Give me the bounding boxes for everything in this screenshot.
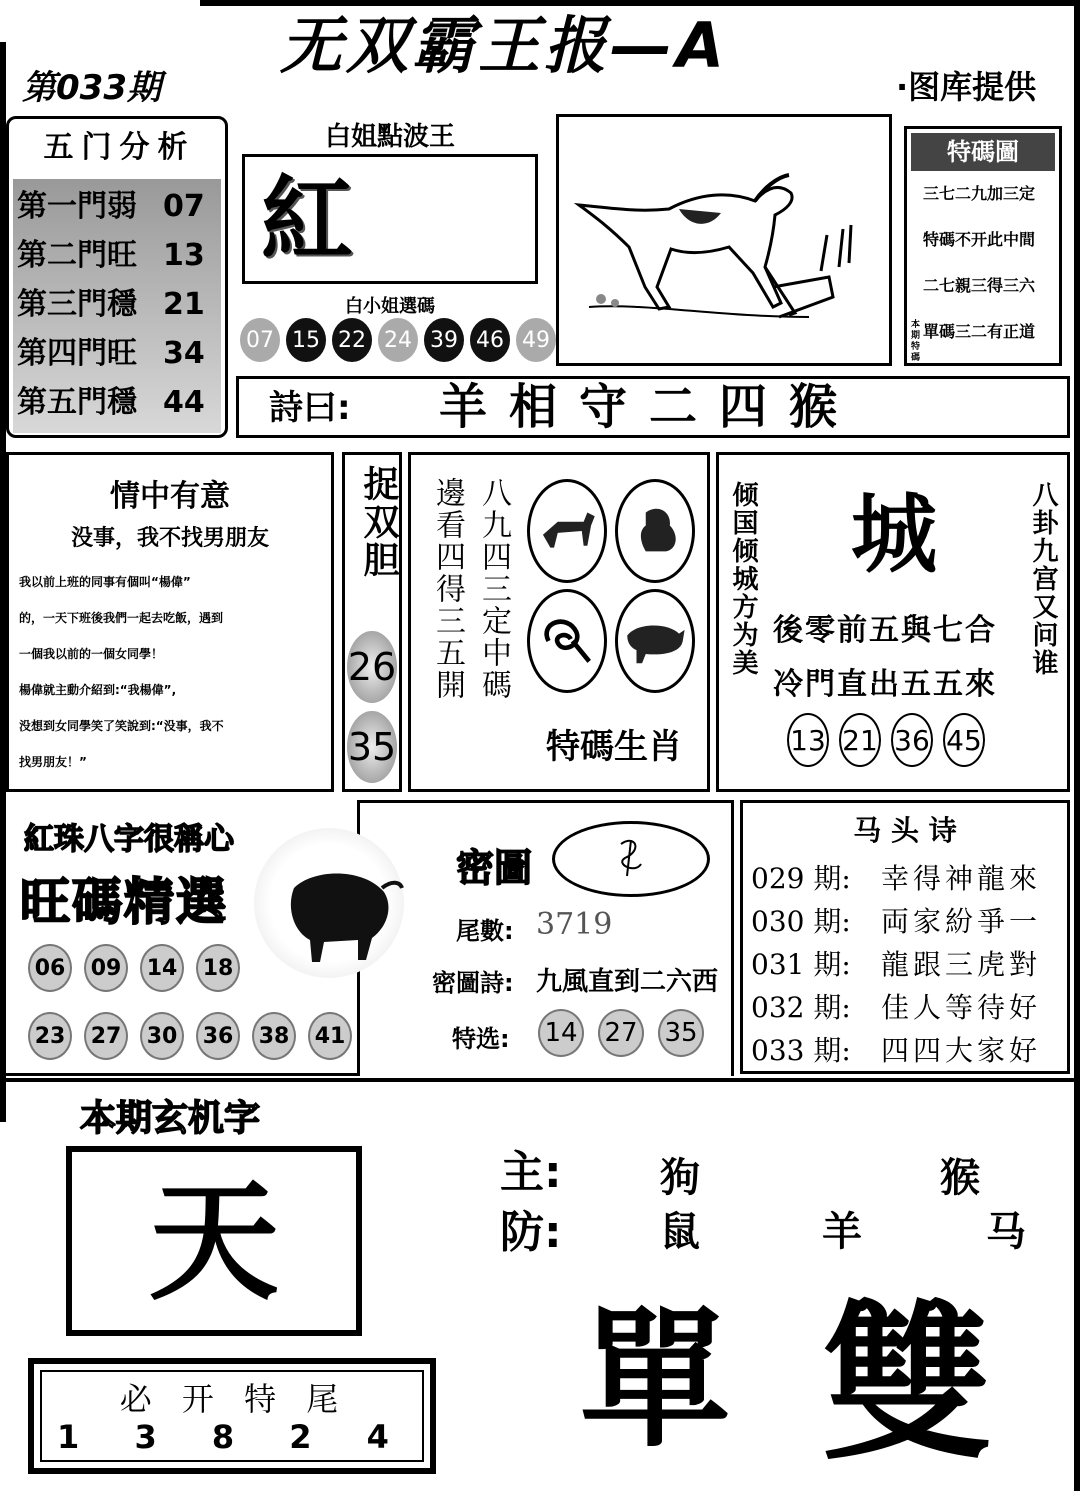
story-line: 我以前上班的同事有個叫“楊偉” xyxy=(19,575,191,589)
secret-poem-value: 九風直到二六西 xyxy=(536,967,719,997)
wave-ball: 49 xyxy=(516,318,556,362)
story-subtitle: 没事，我不找男朋友 xyxy=(70,526,269,551)
special-code-line: 特碼不开此中間 xyxy=(923,230,1036,249)
five-gates-list xyxy=(13,179,221,433)
guard-item: 鼠 xyxy=(660,1209,700,1255)
gate-value: 07 xyxy=(163,189,205,224)
zodiac-panel xyxy=(408,452,710,792)
zodiac-caption: 特碼生肖 xyxy=(546,727,682,767)
wave-ball: 39 xyxy=(424,318,464,362)
story-line: 没想到女同學笑了笑說到:“没事，我不 xyxy=(19,719,224,733)
snake-icon xyxy=(530,592,604,690)
red-pearl-title: 紅珠八字很稱心 xyxy=(24,822,234,857)
horse-poem-text: 幸得神龍來 xyxy=(881,862,1042,895)
secret-poem-label: 密圖詩: xyxy=(432,969,514,997)
secret-ball: 35 xyxy=(658,1009,704,1057)
secret-ball: 27 xyxy=(598,1009,644,1057)
color-wave-value: 紅 xyxy=(261,166,354,273)
horse-poem-text: 両家紛爭一 xyxy=(881,905,1042,938)
horse-poem-title: 马 头 诗 xyxy=(853,814,957,847)
special-tail-inner xyxy=(40,1370,424,1462)
catch-pair-panel xyxy=(342,452,402,792)
horse-icon xyxy=(559,117,889,363)
special-code-line: 二七親三得三六 xyxy=(923,276,1036,295)
horse-picture xyxy=(556,114,892,366)
city-ball: 36 xyxy=(891,713,933,767)
guard-label: 防: xyxy=(500,1207,562,1258)
special-code-title: 特碼圖 xyxy=(911,133,1055,171)
poem-label: 詩曰: xyxy=(269,388,351,428)
horse-poem-issue: 029 期: xyxy=(751,862,851,895)
zodiac-col1: 邊看四得三五開 xyxy=(430,477,465,701)
wave-ball: 15 xyxy=(286,318,326,362)
city-right-column: 八卦九宫又问谁 xyxy=(1028,481,1058,677)
main-item: 狗 xyxy=(660,1155,700,1201)
five-gates-panel xyxy=(6,116,228,438)
horse-poem-issue: 033 期: xyxy=(751,1034,851,1067)
scribble-icon xyxy=(555,824,705,894)
story-title: 情中有意 xyxy=(110,479,230,514)
special-code-panel xyxy=(904,126,1062,366)
horse-poem-issue: 031 期: xyxy=(751,948,851,981)
wave-ball: 46 xyxy=(470,318,510,362)
wave-ball: 07 xyxy=(240,318,280,362)
story-line: 楊偉就主動介紹到:“我楊偉”, xyxy=(19,683,177,697)
tail-label: 尾數: xyxy=(456,917,514,945)
story-line: 的，一天下班後我們一起去吃飯，遇到 xyxy=(19,611,224,625)
pig-icon xyxy=(618,592,692,690)
mystic-title: 本期玄机字 xyxy=(80,1098,261,1139)
special-pick-label: 特选: xyxy=(452,1025,510,1053)
special-code-line: 三七二九加三定 xyxy=(923,184,1036,203)
catch-pair-title: 捉双胆 xyxy=(358,465,399,579)
gate-value: 13 xyxy=(163,238,205,273)
horse-poem-issue: 030 期: xyxy=(751,905,851,938)
even-char: 雙 xyxy=(822,1286,993,1484)
pearl-ball: 14 xyxy=(140,944,184,992)
guard-item: 马 xyxy=(986,1209,1026,1255)
horse-poem-text: 四四大家好 xyxy=(881,1034,1042,1067)
pearl-ball: 09 xyxy=(84,944,128,992)
pearl-ball: 18 xyxy=(196,944,240,992)
gate-label: 第三門穩 xyxy=(17,287,137,322)
monkey-icon xyxy=(618,482,692,580)
catch-ball: 35 xyxy=(347,711,397,783)
tail-value: 3719 xyxy=(536,907,613,942)
zodiac-col2: 八九四三定中碼 xyxy=(476,477,511,701)
city-ball: 21 xyxy=(839,713,881,767)
wave-ball: 24 xyxy=(378,318,418,362)
mystic-char-box xyxy=(66,1146,362,1336)
odd-char: 單 xyxy=(580,1294,731,1468)
city-line-2: 冷門直出五五來 xyxy=(773,667,997,702)
secret-title: 密圖 xyxy=(456,846,533,890)
story-line: 找男朋友！” xyxy=(19,755,87,769)
special-code-side: 本期特碼 xyxy=(909,319,919,363)
horse-poem-panel xyxy=(740,800,1070,1074)
main-label: 主: xyxy=(500,1147,562,1198)
gate-label: 第五門穩 xyxy=(17,385,137,420)
animal-circle xyxy=(527,479,607,583)
city-left-column: 倾国倾城方为美 xyxy=(728,481,758,677)
guard-item: 羊 xyxy=(822,1209,862,1255)
animal-circle xyxy=(615,479,695,583)
gate-label: 第一門弱 xyxy=(17,189,137,224)
red-pearl-panel xyxy=(6,800,360,1076)
pearl-ball: 27 xyxy=(84,1012,128,1060)
horse-poem-issue: 032 期: xyxy=(751,991,851,1024)
color-wave-box xyxy=(242,154,538,284)
pearl-ball: 23 xyxy=(28,1012,72,1060)
five-gates-title: 五门分析 xyxy=(43,130,196,165)
wave-ball: 22 xyxy=(332,318,372,362)
pearl-ball: 38 xyxy=(252,1012,296,1060)
city-panel xyxy=(716,452,1070,792)
main-item: 猴 xyxy=(940,1155,980,1201)
red-pearl-heading: 旺碼精選 xyxy=(20,873,228,931)
gate-value: 44 xyxy=(163,385,205,420)
issue-number: 第033期 xyxy=(22,68,161,108)
special-code-line: 單碼三二有正道 xyxy=(923,322,1036,341)
right-border-line xyxy=(1074,0,1080,1491)
pearl-ball: 41 xyxy=(308,1012,352,1060)
city-ball: 45 xyxy=(943,713,985,767)
city-big-char: 城 xyxy=(851,485,937,585)
horse-poem-text: 佳人等待好 xyxy=(881,991,1042,1024)
mystic-char: 天 xyxy=(148,1166,279,1318)
animal-circle xyxy=(527,589,607,693)
pearl-ball: 36 xyxy=(196,1012,240,1060)
color-wave-subtitle: 白小姐選碼 xyxy=(345,296,435,317)
secret-panel xyxy=(360,800,734,1076)
gate-value: 21 xyxy=(163,287,205,322)
city-ball: 13 xyxy=(787,713,829,767)
provider-label: ·图库提供 xyxy=(896,68,1037,106)
pearl-ball: 06 xyxy=(28,944,72,992)
story-line: 一個我以前的一個女同學！ xyxy=(19,647,164,661)
horse-poem-text: 龍跟三虎對 xyxy=(881,948,1042,981)
mystic-border xyxy=(0,1078,1080,1082)
gate-label: 第四門旺 xyxy=(17,336,137,371)
poem-bar xyxy=(236,376,1070,438)
gate-label: 第二門旺 xyxy=(17,238,137,273)
special-tail-box xyxy=(28,1358,436,1474)
pearl-ball: 30 xyxy=(140,1012,184,1060)
goat-icon xyxy=(530,482,604,580)
secret-picture-ellipse xyxy=(552,821,710,897)
special-tail-title: 必 开 特 尾 xyxy=(119,1380,349,1418)
gate-value: 34 xyxy=(163,336,205,371)
catch-ball: 26 xyxy=(347,631,397,703)
story-panel xyxy=(6,452,334,792)
special-tail-digits: 1 3 8 2 4 xyxy=(57,1418,411,1456)
poem-text: 羊相守二四猴 xyxy=(439,379,860,435)
animal-circle xyxy=(615,589,695,693)
color-wave-title: 白姐點波王 xyxy=(324,122,455,152)
secret-ball: 14 xyxy=(538,1009,584,1057)
city-line-1: 後零前五與七合 xyxy=(773,613,997,648)
page-title: 无双霸王报—A xyxy=(280,9,728,82)
